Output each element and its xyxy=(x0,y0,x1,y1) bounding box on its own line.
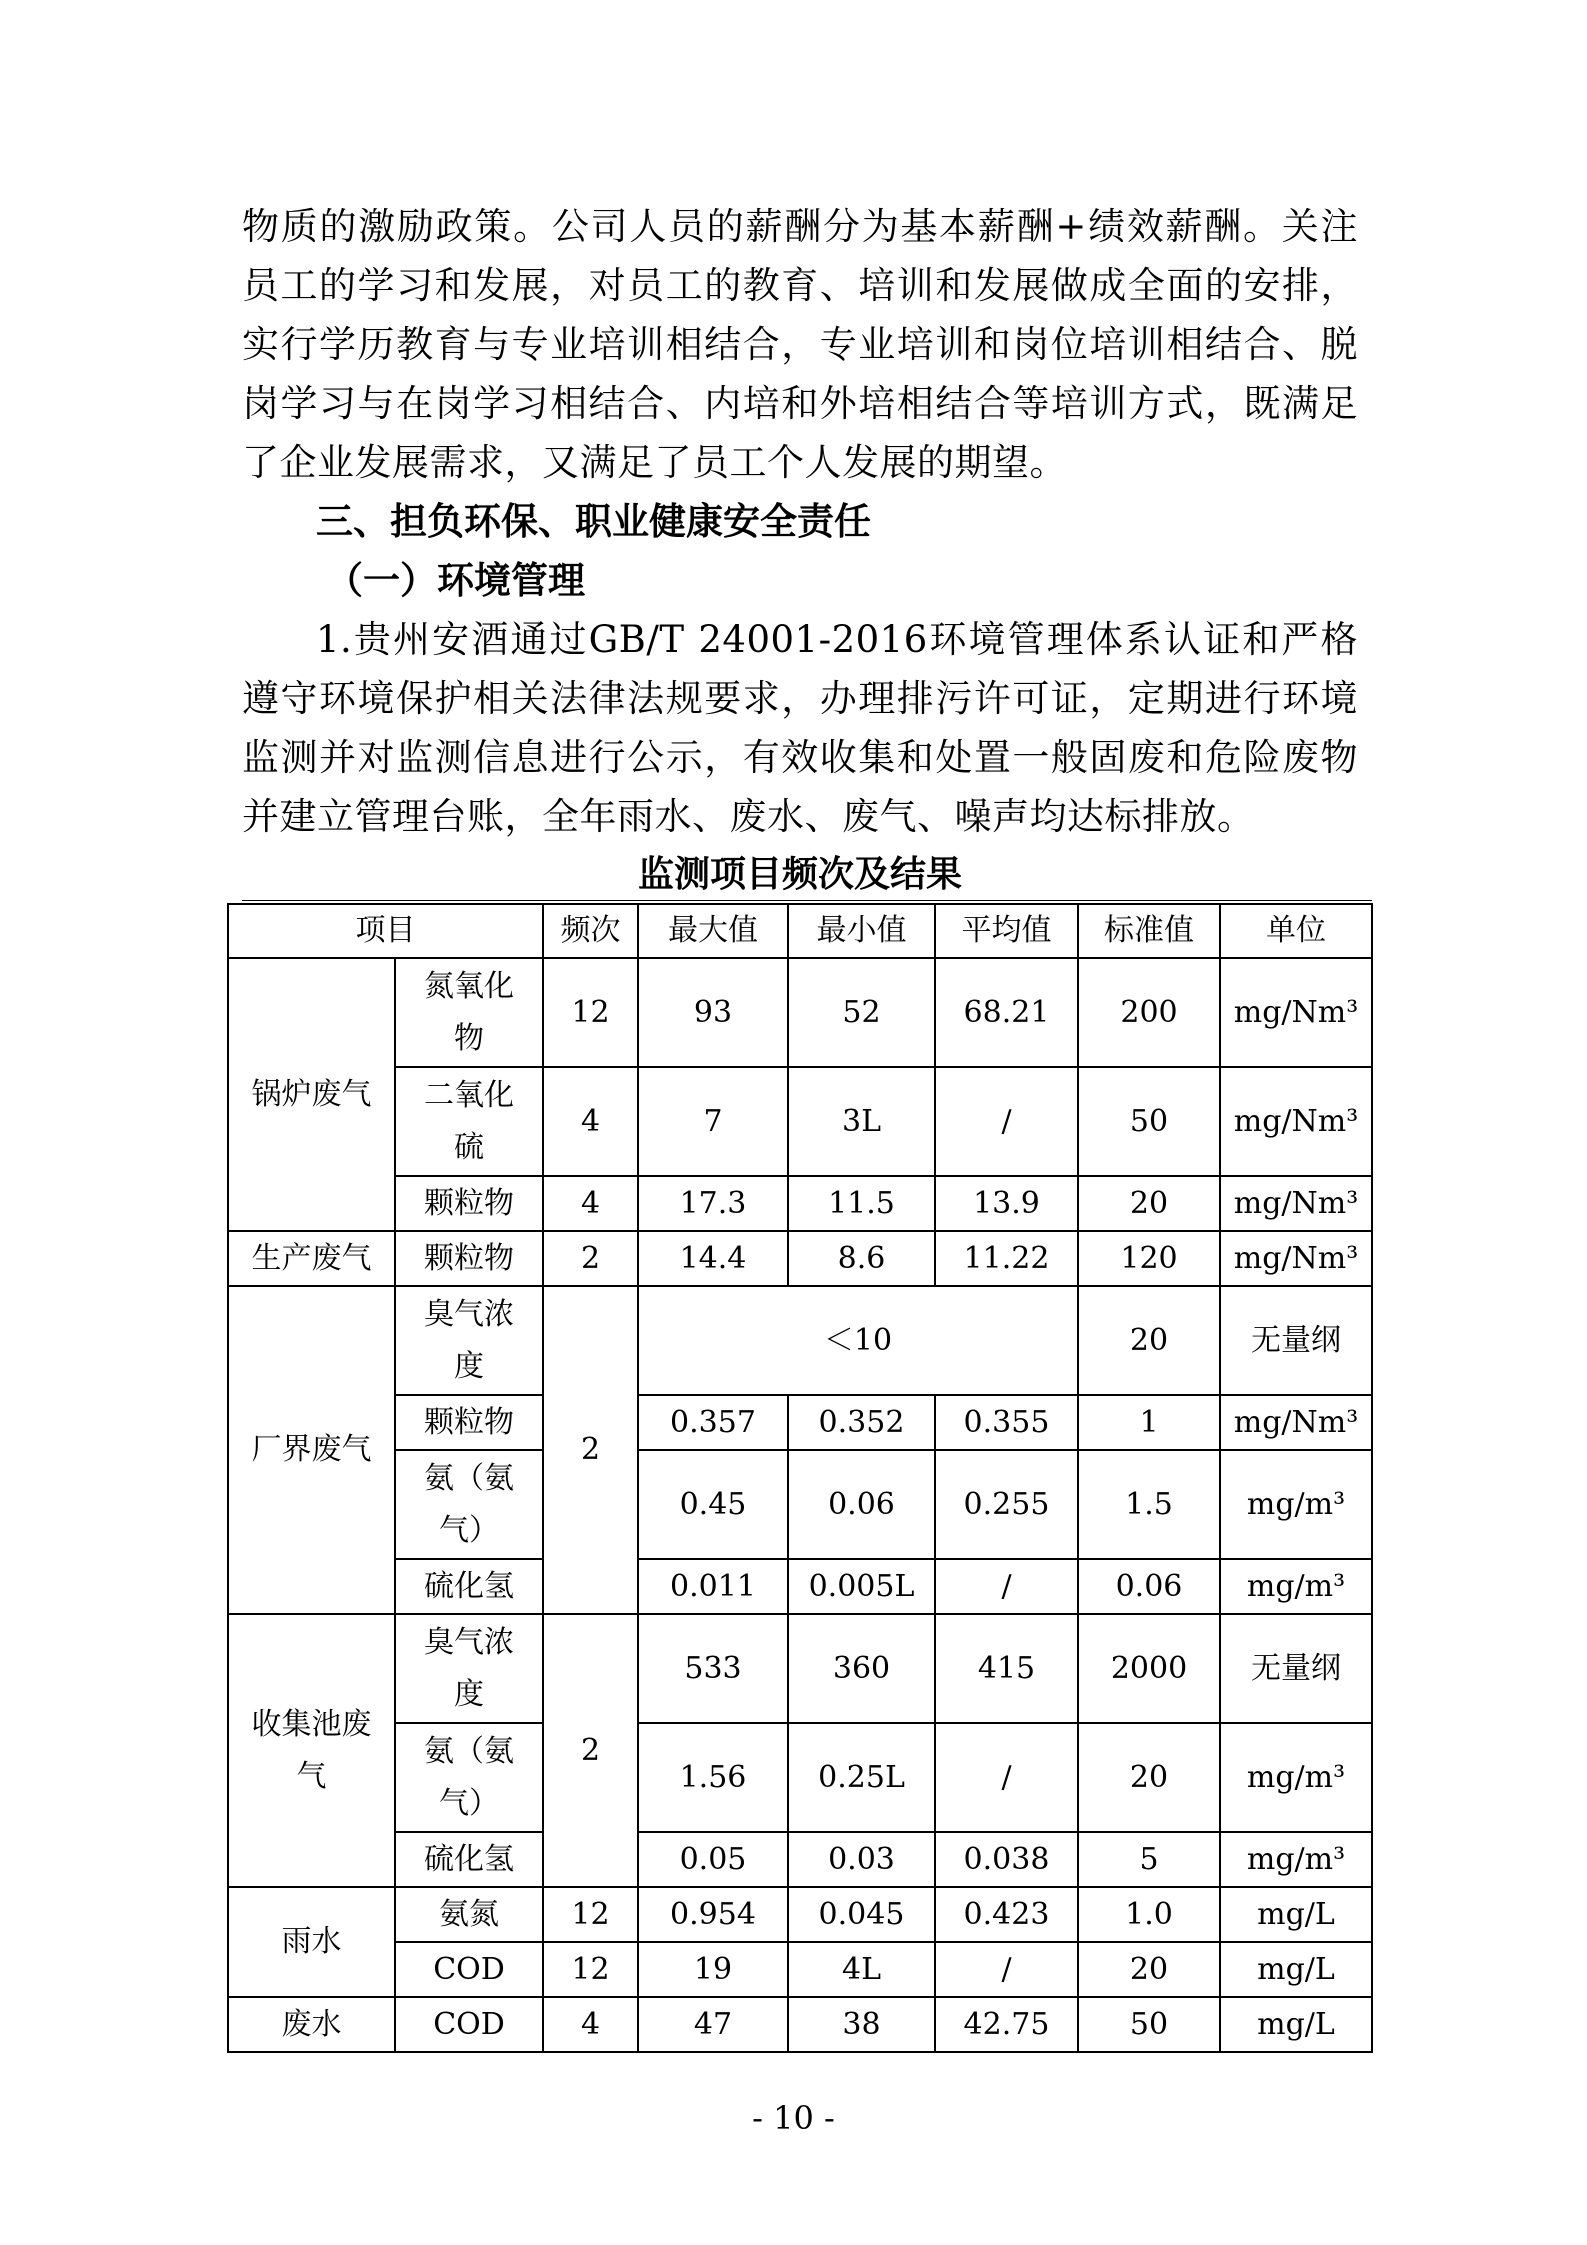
unit-cell: mg/Nm³ xyxy=(1220,1067,1372,1176)
table-header-row xyxy=(228,904,1372,958)
freq-cell: 4 xyxy=(543,1176,638,1231)
unit-cell: mg/m³ xyxy=(1220,1450,1372,1559)
table-row xyxy=(228,1723,1372,1832)
item-cell: 氮氧化物 xyxy=(395,958,543,1067)
min-cell: 3L xyxy=(788,1067,935,1176)
item-cell: 颗粒物 xyxy=(395,1395,543,1450)
avg-cell: 0.255 xyxy=(935,1450,1078,1559)
table-title: 监测项目频次及结果 xyxy=(637,853,962,895)
std-cell: 120 xyxy=(1078,1231,1220,1286)
min-cell: 0.352 xyxy=(788,1395,935,1450)
min-cell: 8.6 xyxy=(788,1231,935,1286)
table-row xyxy=(228,1395,1372,1450)
category-cell: 收集池废气 xyxy=(228,1614,395,1887)
body-text xyxy=(242,197,1358,846)
unit-cell: mg/Nm³ xyxy=(1220,1395,1372,1450)
table-row xyxy=(228,1231,1372,1286)
avg-cell: / xyxy=(935,1559,1078,1614)
table-row xyxy=(228,1176,1372,1231)
std-cell: 200 xyxy=(1078,958,1220,1067)
max-cell: 47 xyxy=(638,1997,788,2052)
max-cell: 0.05 xyxy=(638,1832,788,1887)
max-cell: 1.56 xyxy=(638,1723,788,1832)
category-cell: 锅炉废气 xyxy=(228,958,395,1231)
max-cell: 19 xyxy=(638,1942,788,1997)
std-cell: 20 xyxy=(1078,1286,1220,1395)
item-cell: 氨（氨气） xyxy=(395,1723,543,1832)
header-frequency: 频次 xyxy=(543,904,638,958)
std-cell: 50 xyxy=(1078,1997,1220,2052)
min-cell: 0.25L xyxy=(788,1723,935,1832)
header-min: 最小值 xyxy=(788,904,935,958)
monitoring-table xyxy=(227,903,1373,2053)
item-cell: 臭气浓度 xyxy=(395,1286,543,1395)
std-cell: 20 xyxy=(1078,1176,1220,1231)
avg-cell: 68.21 xyxy=(935,958,1078,1067)
max-cell: 7 xyxy=(638,1067,788,1176)
min-cell: 0.045 xyxy=(788,1887,935,1942)
paragraph-incentives: 物质的激励政策。公司人员的薪酬分为基本薪酬+绩效薪酬。关注员工的学习和发展，对员工的教育、培训和发展做成全面的安排，实行学历教育与专业培训相结合，专业培训和岗位培训相结合、脱岗学习与在岗学习相结合、内培和外培相结合等培训方式，既满足了企业发展需求，又满足了员工个人发展的期望。 xyxy=(242,205,1358,484)
std-cell: 1 xyxy=(1078,1395,1220,1450)
freq-cell: 12 xyxy=(543,1942,638,1997)
section-heading: 三、担负环保、职业健康安全责任 xyxy=(316,499,871,543)
min-cell: 11.5 xyxy=(788,1176,935,1231)
header-standard: 标准值 xyxy=(1078,904,1220,958)
table-row xyxy=(228,958,1372,1067)
table-row xyxy=(228,1832,1372,1887)
header-avg: 平均值 xyxy=(935,904,1078,958)
unit-cell: mg/Nm³ xyxy=(1220,1231,1372,1286)
max-cell: 0.011 xyxy=(638,1559,788,1614)
unit-cell: mg/m³ xyxy=(1220,1559,1372,1614)
unit-cell: 无量纲 xyxy=(1220,1286,1372,1395)
max-cell: 17.3 xyxy=(638,1176,788,1231)
paragraph-environment: 1.贵州安酒通过GB/T 24001-2016环境管理体系认证和严格遵守环境保护相关法律法规要求，办理排污许可证，定期进行环境监测并对监测信息进行公示，有效收集和处置一般固废和危险废物并建立管理台账，全年雨水、废水、废气、噪声均达标排放。 xyxy=(242,618,1358,838)
category-cell: 废水 xyxy=(228,1997,395,2052)
unit-cell: mg/m³ xyxy=(1220,1832,1372,1887)
max-cell: 533 xyxy=(638,1614,788,1723)
item-cell: COD xyxy=(395,1942,543,1997)
table-row xyxy=(228,1286,1372,1395)
table-row xyxy=(228,1450,1372,1559)
header-unit: 单位 xyxy=(1220,904,1372,958)
table-row xyxy=(228,1942,1372,1997)
unit-cell: mg/L xyxy=(1220,1942,1372,1997)
std-cell: 1.0 xyxy=(1078,1887,1220,1942)
min-cell: 0.06 xyxy=(788,1450,935,1559)
item-cell: 氨氮 xyxy=(395,1887,543,1942)
title-rule xyxy=(242,900,1372,901)
table-row xyxy=(228,1067,1372,1176)
avg-cell: 415 xyxy=(935,1614,1078,1723)
freq-cell: 2 xyxy=(543,1231,638,1286)
header-max: 最大值 xyxy=(638,904,788,958)
freq-cell: 12 xyxy=(543,1887,638,1942)
page-number: - 10 - xyxy=(752,2099,835,2137)
header-item: 项目 xyxy=(228,904,543,958)
item-cell: COD xyxy=(395,1997,543,2052)
min-cell: 360 xyxy=(788,1614,935,1723)
std-cell: 20 xyxy=(1078,1723,1220,1832)
freq-cell: 12 xyxy=(543,958,638,1067)
table-row xyxy=(228,1559,1372,1614)
item-cell: 颗粒物 xyxy=(395,1231,543,1286)
min-cell: 38 xyxy=(788,1997,935,2052)
item-cell: 颗粒物 xyxy=(395,1176,543,1231)
avg-cell: / xyxy=(935,1942,1078,1997)
category-cell: 雨水 xyxy=(228,1887,395,1997)
table-row xyxy=(228,1887,1372,1942)
item-cell: 氨（氨气） xyxy=(395,1450,543,1559)
unit-cell: mg/L xyxy=(1220,1997,1372,2052)
max-cell: 93 xyxy=(638,958,788,1067)
category-cell: 厂界废气 xyxy=(228,1286,395,1614)
avg-cell: 11.22 xyxy=(935,1231,1078,1286)
item-cell: 二氧化硫 xyxy=(395,1067,543,1176)
min-cell: 52 xyxy=(788,958,935,1067)
min-cell: 0.03 xyxy=(788,1832,935,1887)
max-cell: 0.45 xyxy=(638,1450,788,1559)
min-cell: 0.005L xyxy=(788,1559,935,1614)
std-cell: 1.5 xyxy=(1078,1450,1220,1559)
std-cell: 20 xyxy=(1078,1942,1220,1997)
merged-value-cell: ＜10 xyxy=(638,1286,1078,1395)
avg-cell: 42.75 xyxy=(935,1997,1078,2052)
item-cell: 硫化氢 xyxy=(395,1832,543,1887)
avg-cell: 0.423 xyxy=(935,1887,1078,1942)
freq-cell: 2 xyxy=(543,1286,638,1614)
avg-cell: 13.9 xyxy=(935,1176,1078,1231)
freq-cell: 4 xyxy=(543,1997,638,2052)
max-cell: 0.954 xyxy=(638,1887,788,1942)
freq-cell: 4 xyxy=(543,1067,638,1176)
table-row xyxy=(228,1614,1372,1723)
unit-cell: mg/m³ xyxy=(1220,1723,1372,1832)
std-cell: 0.06 xyxy=(1078,1559,1220,1614)
max-cell: 0.357 xyxy=(638,1395,788,1450)
avg-cell: 0.038 xyxy=(935,1832,1078,1887)
max-cell: 14.4 xyxy=(638,1231,788,1286)
avg-cell: / xyxy=(935,1067,1078,1176)
std-cell: 2000 xyxy=(1078,1614,1220,1723)
unit-cell: 无量纲 xyxy=(1220,1614,1372,1723)
table-row xyxy=(228,1997,1372,2052)
item-cell: 硫化氢 xyxy=(395,1559,543,1614)
unit-cell: mg/L xyxy=(1220,1887,1372,1942)
avg-cell: 0.355 xyxy=(935,1395,1078,1450)
unit-cell: mg/Nm³ xyxy=(1220,1176,1372,1231)
min-cell: 4L xyxy=(788,1942,935,1997)
std-cell: 5 xyxy=(1078,1832,1220,1887)
std-cell: 50 xyxy=(1078,1067,1220,1176)
subsection-heading: （一）环境管理 xyxy=(326,558,585,602)
freq-cell: 2 xyxy=(543,1614,638,1887)
category-cell: 生产废气 xyxy=(228,1231,395,1286)
unit-cell: mg/Nm³ xyxy=(1220,958,1372,1067)
item-cell: 臭气浓度 xyxy=(395,1614,543,1723)
avg-cell: / xyxy=(935,1723,1078,1832)
